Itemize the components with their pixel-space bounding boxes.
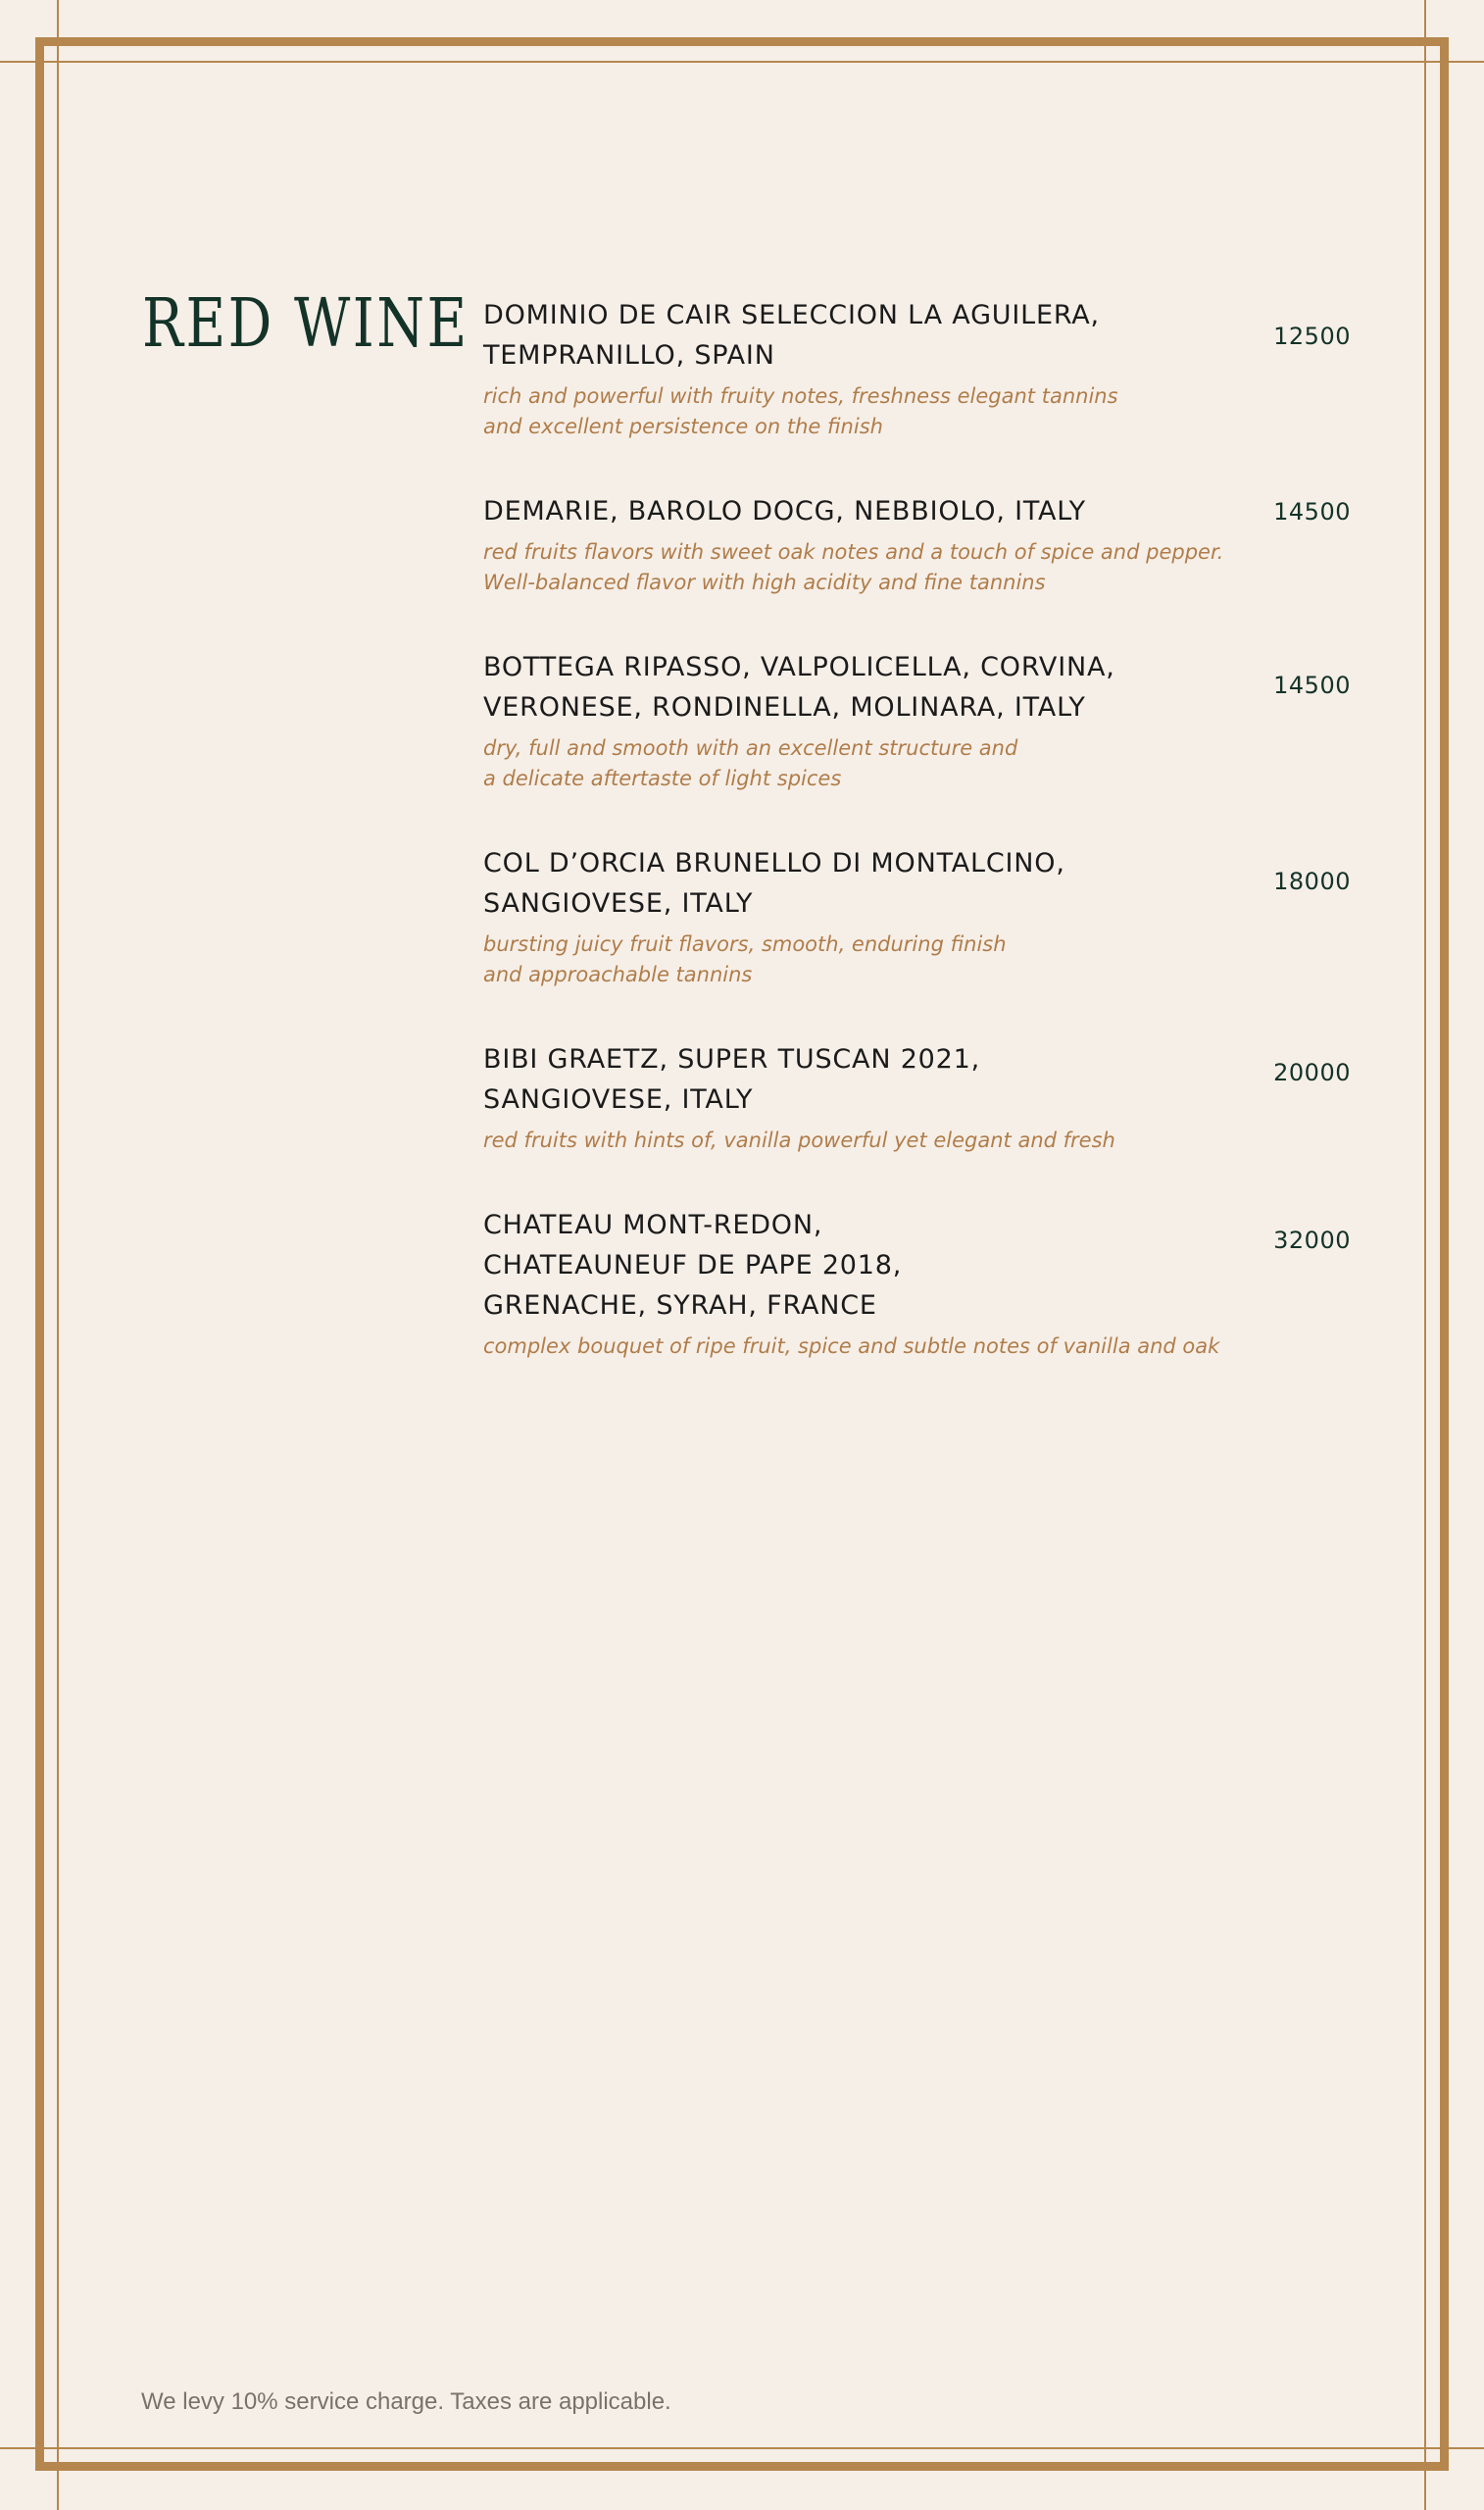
wine-name bbox=[483, 295, 1160, 376]
wine-price: 14500 bbox=[1273, 672, 1351, 699]
wine-description-line: red fruits with hints of, vanilla powerful yet elegant and fresh bbox=[483, 1129, 1115, 1152]
wine-price: 32000 bbox=[1273, 1227, 1351, 1254]
wine-description-line: bursting juicy fruit flavors, smooth, enduring finish bbox=[483, 932, 1007, 956]
wine-item bbox=[483, 491, 1351, 598]
wine-description bbox=[483, 733, 1228, 794]
wine-name-line: BIBI GRAETZ, SUPER TUSCAN 2021, bbox=[483, 1044, 981, 1075]
wine-price: 14500 bbox=[1273, 498, 1351, 526]
wine-price: 20000 bbox=[1273, 1059, 1351, 1086]
wine-description-line: rich and powerful with fruity notes, freshness elegant tannins bbox=[483, 384, 1118, 408]
section-title: RED WINE bbox=[142, 285, 470, 363]
wine-name bbox=[483, 1039, 1160, 1120]
wine-name-line: GRENACHE, SYRAH, FRANCE bbox=[483, 1290, 877, 1321]
wine-name-line: SANGIOVESE, ITALY bbox=[483, 888, 754, 919]
wine-description bbox=[483, 929, 1228, 990]
wine-description-line: Well-balanced flavor with high acidity and fine tannins bbox=[483, 571, 1046, 594]
wine-name-line: DOMINIO DE CAIR SELECCION LA AGUILERA, bbox=[483, 300, 1100, 330]
wine-item bbox=[483, 647, 1351, 794]
wine-name-line: TEMPRANILLO, SPAIN bbox=[483, 340, 775, 371]
wine-description-line: a delicate aftertaste of light spices bbox=[483, 767, 842, 790]
wine-item bbox=[483, 295, 1351, 442]
wine-name-line: DEMARIE, BAROLO DOCG, NEBBIOLO, ITALY bbox=[483, 496, 1086, 527]
wine-name-line: VERONESE, RONDINELLA, MOLINARA, ITALY bbox=[483, 692, 1086, 723]
wine-description bbox=[483, 1126, 1228, 1156]
wine-description bbox=[483, 1331, 1228, 1362]
wine-list bbox=[483, 295, 1351, 1411]
wine-item bbox=[483, 1205, 1351, 1362]
wine-item bbox=[483, 1039, 1351, 1156]
wine-name-line: CHATEAU MONT-REDON, bbox=[483, 1210, 823, 1240]
service-charge-note: We levy 10% service charge. Taxes are applicable. bbox=[141, 2388, 671, 2415]
wine-description-line: and excellent persistence on the finish bbox=[483, 415, 883, 438]
wine-description-line: and approachable tannins bbox=[483, 963, 753, 986]
wine-item bbox=[483, 843, 1351, 990]
wine-description-line: complex bouquet of ripe fruit, spice and subtle notes of vanilla and oak bbox=[483, 1334, 1220, 1358]
wine-name-line: CHATEAUNEUF DE PAPE 2018, bbox=[483, 1250, 903, 1280]
wine-price: 18000 bbox=[1273, 868, 1351, 895]
wine-description-line: dry, full and smooth with an excellent structure and bbox=[483, 736, 1018, 760]
wine-name-line: BOTTEGA RIPASSO, VALPOLICELLA, CORVINA, bbox=[483, 652, 1115, 682]
wine-name bbox=[483, 1205, 1160, 1326]
wine-name bbox=[483, 843, 1160, 924]
wine-description-line: red fruits flavors with sweet oak notes and a touch of spice and pepper. bbox=[483, 540, 1224, 564]
wine-name bbox=[483, 647, 1160, 728]
wine-name-line: COL D’ORCIA BRUNELLO DI MONTALCINO, bbox=[483, 848, 1065, 878]
wine-name bbox=[483, 491, 1160, 531]
wine-description bbox=[483, 537, 1228, 598]
wine-description bbox=[483, 381, 1228, 442]
wine-name-line: SANGIOVESE, ITALY bbox=[483, 1084, 754, 1115]
wine-price: 12500 bbox=[1273, 323, 1351, 350]
